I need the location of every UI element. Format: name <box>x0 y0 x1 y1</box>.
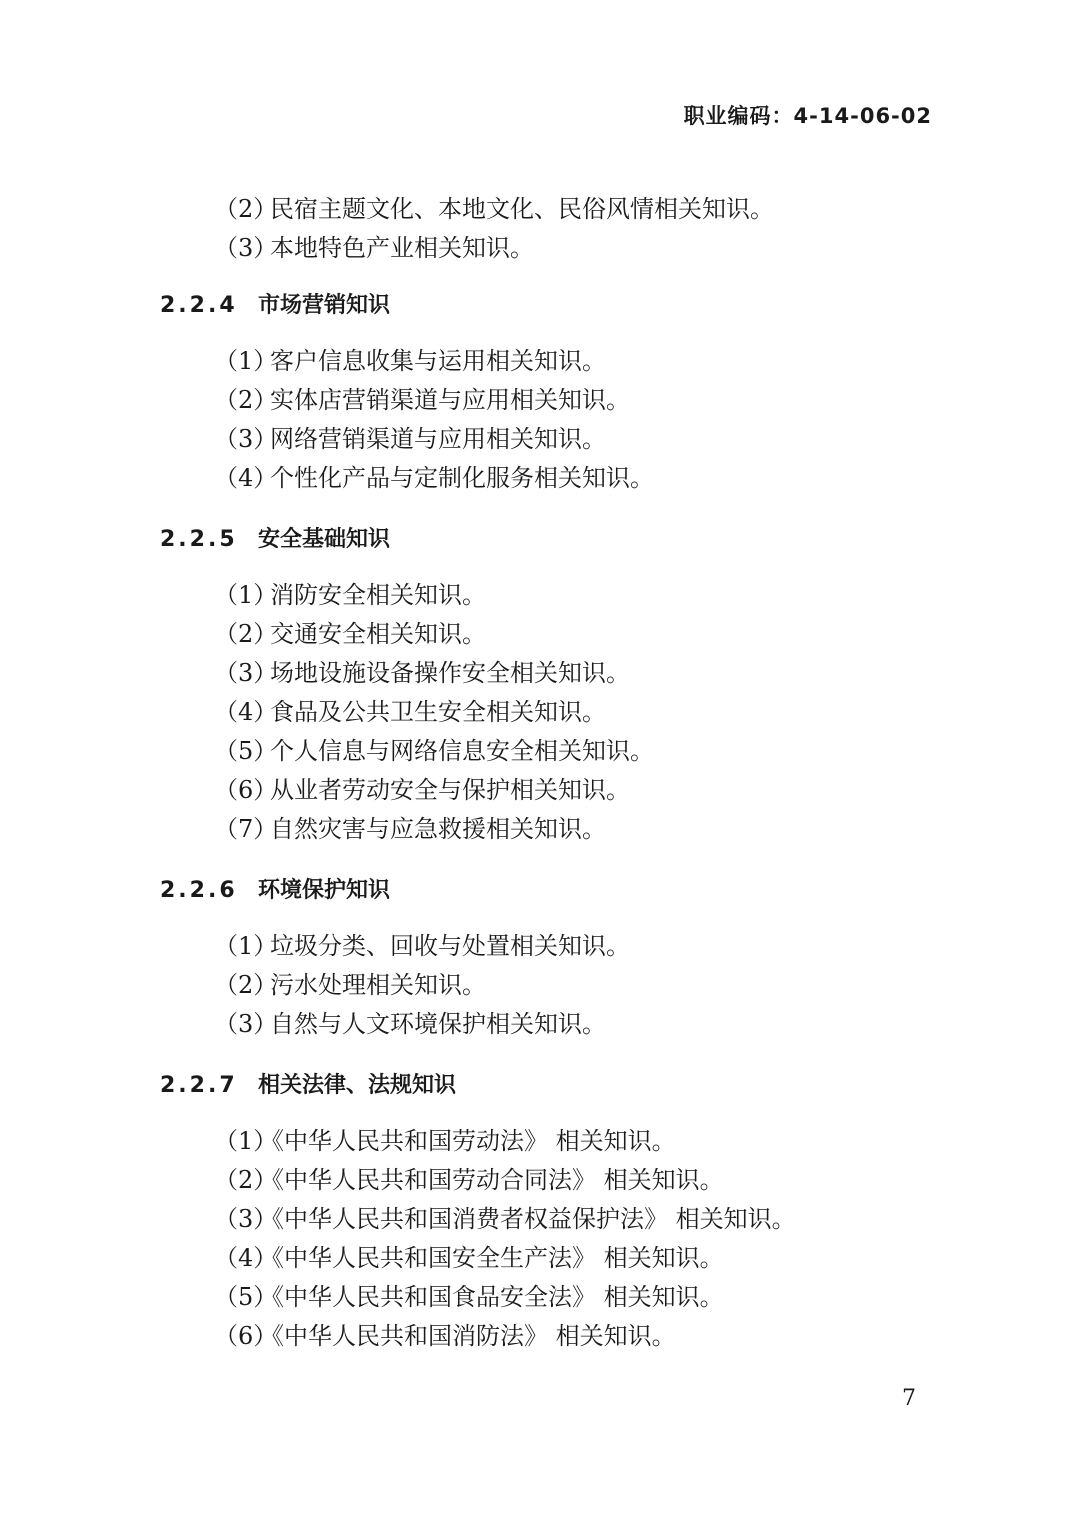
item-text: 个人信息与网络信息安全相关知识。 <box>270 737 654 765</box>
item-number: （2） <box>214 971 278 999</box>
list-item <box>0 420 1080 459</box>
list-item <box>0 1122 1080 1161</box>
item-text: 实体店营销渠道与应用相关知识。 <box>270 386 630 414</box>
list-item <box>0 615 1080 654</box>
list-item <box>0 576 1080 615</box>
item-text: 《中华人民共和国食品安全法》 相关知识。 <box>260 1283 724 1311</box>
item-text: 客户信息收集与运用相关知识。 <box>270 347 606 375</box>
item-text: 本地特色产业相关知识。 <box>270 234 534 262</box>
item-text: 污水处理相关知识。 <box>270 971 486 999</box>
section-heading <box>0 290 1080 322</box>
section-title: 相关法律、法规知识 <box>258 1073 457 1098</box>
section-number: 2.2.6 <box>160 878 238 903</box>
item-text: 从业者劳动安全与保护相关知识。 <box>270 776 630 804</box>
item-number: （3） <box>214 659 278 687</box>
item-text: 个性化产品与定制化服务相关知识。 <box>270 464 654 492</box>
section-title: 市场营销知识 <box>258 293 391 318</box>
item-number: （4） <box>214 698 278 726</box>
item-text: 《中华人民共和国劳动合同法》 相关知识。 <box>260 1166 724 1194</box>
item-number: （2） <box>214 195 278 223</box>
item-number: （5） <box>214 1283 278 1311</box>
item-number: （3） <box>214 1205 278 1233</box>
item-number: （3） <box>214 234 278 262</box>
list-item <box>0 229 1080 268</box>
list-item <box>0 1161 1080 1200</box>
item-number: （1） <box>214 581 278 609</box>
item-number: （4） <box>214 1244 278 1272</box>
section-title: 环境保护知识 <box>258 878 391 903</box>
item-number: （2） <box>214 386 278 414</box>
section-number: 2.2.7 <box>160 1073 238 1098</box>
list-item <box>0 1200 1080 1239</box>
section-number: 2.2.4 <box>160 293 238 318</box>
section-2-2-6 <box>0 875 1080 1044</box>
section-2-2-5 <box>0 524 1080 849</box>
item-number: （2） <box>214 620 278 648</box>
item-number: （7） <box>214 815 278 843</box>
list-item <box>0 1239 1080 1278</box>
page-number: 7 <box>902 1386 916 1411</box>
item-text: 《中华人民共和国安全生产法》 相关知识。 <box>260 1244 724 1272</box>
item-number: （6） <box>214 1322 278 1350</box>
occupation-code: 职业编码：4-14-06-02 <box>683 104 932 128</box>
section-2-2-7 <box>0 1070 1080 1356</box>
list-item <box>0 1278 1080 1317</box>
list-item <box>0 459 1080 498</box>
list-item <box>0 381 1080 420</box>
item-number: （3） <box>214 1010 278 1038</box>
section-heading <box>0 1070 1080 1102</box>
list-item <box>0 190 1080 229</box>
item-number: （5） <box>214 737 278 765</box>
item-text: 《中华人民共和国劳动法》 相关知识。 <box>260 1127 676 1155</box>
list-item <box>0 693 1080 732</box>
item-text: 《中华人民共和国消费者权益保护法》 相关知识。 <box>260 1205 796 1233</box>
section-number: 2.2.5 <box>160 527 238 552</box>
list-item <box>0 654 1080 693</box>
list-item <box>0 810 1080 849</box>
section-heading <box>0 875 1080 907</box>
item-text: 消防安全相关知识。 <box>270 581 486 609</box>
item-text: 自然与人文环境保护相关知识。 <box>270 1010 606 1038</box>
list-item <box>0 342 1080 381</box>
item-number: （2） <box>214 1166 278 1194</box>
intro-list <box>0 190 1080 268</box>
item-text: 民宿主题文化、本地文化、民俗风情相关知识。 <box>270 195 774 223</box>
section-heading <box>0 524 1080 556</box>
section-2-2-4 <box>0 290 1080 498</box>
list-item <box>0 966 1080 1005</box>
item-number: （4） <box>214 464 278 492</box>
list-item <box>0 927 1080 966</box>
item-number: （3） <box>214 425 278 453</box>
list-item <box>0 1005 1080 1044</box>
item-text: 网络营销渠道与应用相关知识。 <box>270 425 606 453</box>
section-title: 安全基础知识 <box>258 527 391 552</box>
item-number: （1） <box>214 347 278 375</box>
item-number: （6） <box>214 776 278 804</box>
list-item <box>0 771 1080 810</box>
item-text: 《中华人民共和国消防法》 相关知识。 <box>260 1322 676 1350</box>
list-item <box>0 732 1080 771</box>
item-text: 垃圾分类、回收与处置相关知识。 <box>270 932 630 960</box>
item-text: 食品及公共卫生安全相关知识。 <box>270 698 606 726</box>
item-text: 场地设施设备操作安全相关知识。 <box>270 659 630 687</box>
item-text: 自然灾害与应急救援相关知识。 <box>270 815 606 843</box>
list-item <box>0 1317 1080 1356</box>
item-number: （1） <box>214 932 278 960</box>
item-text: 交通安全相关知识。 <box>270 620 486 648</box>
item-number: （1） <box>214 1127 278 1155</box>
